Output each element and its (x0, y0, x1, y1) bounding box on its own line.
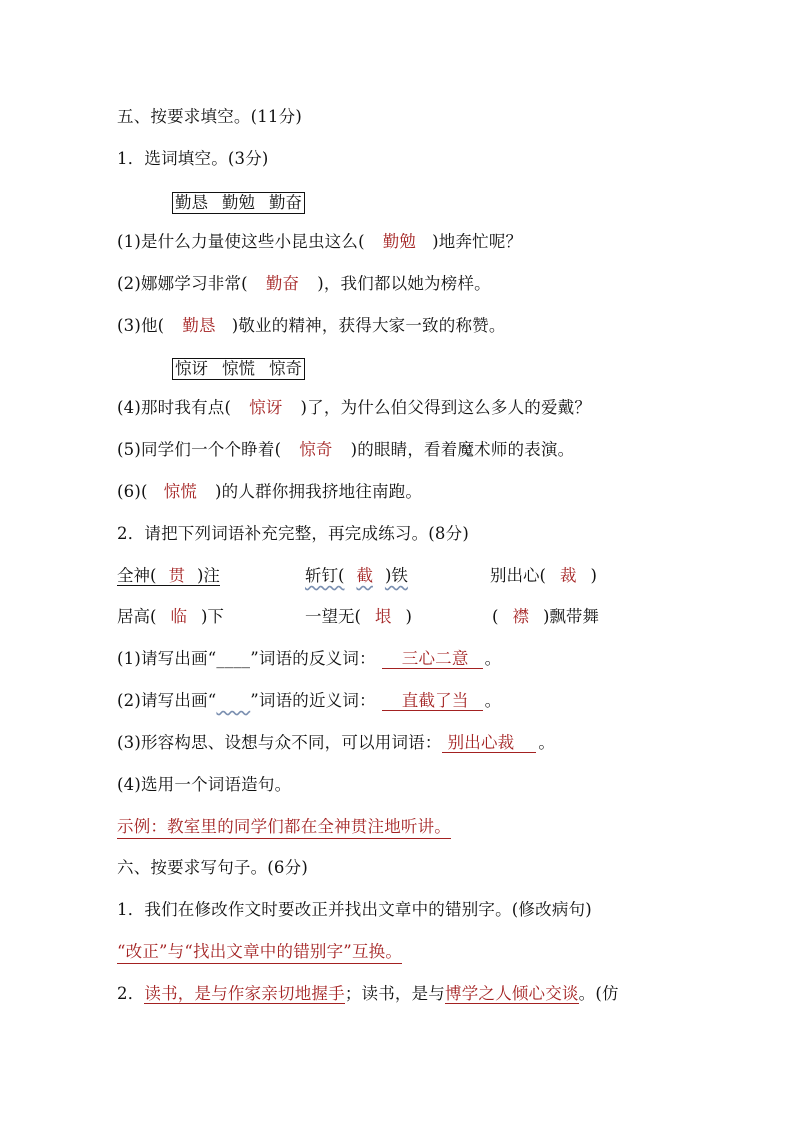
item-text: )敬业的精神，获得大家一致的称赞。 (231, 316, 506, 335)
answer-text: 贯 (168, 566, 185, 585)
q2-sub-2 (117, 690, 501, 712)
idiom-text: ) (405, 607, 412, 626)
item-text: )的人群你拥我挤地往南跑。 (215, 482, 423, 501)
answer-text: 读书，是与作家亲切地握手 (144, 984, 345, 1003)
q2-sub-1 (117, 648, 501, 670)
word-option: 惊讶 (175, 359, 208, 378)
item-text: 。(仿 (578, 984, 619, 1003)
item-text: )的眼睛，看着魔术师的表演。 (350, 440, 575, 459)
idiom-text: )下 (200, 607, 224, 626)
answer-text: 惊慌 (163, 482, 198, 501)
answer-text: 三心二意 (382, 649, 483, 669)
idiom-5 (305, 606, 412, 628)
item-text: 。 (484, 649, 502, 668)
idiom-text: ) (590, 566, 597, 585)
item-text: (2)请写出画“ (117, 691, 217, 710)
answer-text: 临 (170, 607, 187, 626)
item-text: (1)请写出画“ (117, 649, 217, 668)
word-choice-box-2 (172, 358, 305, 380)
item-text: ”词语的反义词： (250, 649, 376, 668)
answer-text: 勤勉 (382, 232, 417, 251)
item-text: 。 (538, 733, 556, 752)
answer-text: 裁 (559, 566, 577, 585)
word-option: 勤勉 (222, 193, 255, 212)
item-text: (3)他( (117, 316, 165, 335)
q1-item-1 (117, 231, 522, 253)
answer-text: 垠 (374, 607, 392, 626)
wavy-mark (216, 691, 250, 710)
q2-sub-3 (117, 732, 555, 754)
idiom-text: 全神( (117, 566, 157, 585)
item-text: ；读书，是与 (344, 984, 446, 1003)
item-text: )，我们都以她为榜样。 (317, 274, 491, 293)
q1-item-2 (117, 273, 491, 295)
idiom-text: )飘带舞 (542, 607, 599, 626)
q2-sub-4: (4)选用一个词语造句。 (117, 775, 292, 794)
word-option: 惊奇 (269, 359, 302, 378)
word-option: 惊慌 (222, 359, 255, 378)
item-text: (4)那时我有点( (117, 398, 232, 417)
answer-text: 勤恳 (182, 316, 216, 335)
section6-title: 六、按要求写句子。(6分) (117, 858, 308, 877)
answer-text: 襟 (512, 607, 529, 626)
idiom-2 (305, 565, 408, 587)
item-text: (6)( (117, 482, 148, 501)
item-text: ”词语的近义词： (250, 691, 376, 710)
word-choice-box-1 (172, 192, 305, 214)
item-text: (3)形容构思、设想与众不同，可以用词语： (117, 733, 442, 752)
answer-text: 截 (356, 566, 373, 585)
q1-item-6 (117, 481, 422, 503)
idiom-1 (117, 565, 220, 587)
section5-title: 五、按要求填空。(11分) (117, 107, 302, 126)
item-text: )了，为什么伯父得到这么多人的爱戴？ (300, 398, 592, 417)
q2-title: 2．请把下列词语补充完整，再完成练习。(8分) (117, 524, 469, 543)
q1-item-3 (117, 315, 506, 337)
item-text: (5)同学们一个个睁着( (117, 440, 282, 459)
answer-text: 勤奋 (265, 274, 300, 293)
q1-item-5 (117, 439, 574, 461)
s6-q1-answer: “改正”与“找出文章中的错别字”互换。 (117, 941, 402, 964)
item-text: 。 (484, 691, 502, 710)
answer-text: 惊奇 (299, 440, 333, 459)
s6-q2-text (117, 983, 619, 1005)
idiom-text: )注 (196, 566, 220, 585)
item-text: 2． (117, 984, 145, 1003)
underline-mark: ____ (216, 649, 251, 668)
example-answer: 示例：教室里的同学们都在全神贯注地听讲。 (117, 816, 451, 839)
item-text: (2)娜娜学习非常( (117, 274, 248, 293)
idiom-text: 一望无( (305, 607, 361, 626)
idiom-text: 别出心( (490, 566, 546, 585)
answer-text: 博学之人倾心交谈 (445, 984, 579, 1003)
item-text: (1)是什么力量使这些小昆虫这么( (117, 232, 365, 251)
idiom-text: 居高( (117, 607, 157, 626)
answer-text: 别出心裁 (442, 733, 537, 753)
idiom-text: ( (492, 607, 499, 626)
word-option: 勤恳 (175, 193, 208, 212)
idiom-4 (117, 606, 224, 628)
idiom-text: )铁 (384, 566, 408, 585)
answer-text: 惊讶 (249, 398, 283, 417)
item-text: )地奔忙呢？ (432, 232, 523, 251)
s6-q1-text: 1．我们在修改作文时要改正并找出文章中的错别字。(修改病句) (117, 900, 592, 919)
q1-item-4 (117, 397, 591, 419)
idiom-6 (492, 606, 599, 628)
idiom-3 (490, 565, 597, 587)
word-option: 勤奋 (269, 193, 302, 212)
q1-title: 1．选词填空。(3分) (117, 149, 269, 168)
answer-text: 直截了当 (382, 691, 483, 711)
idiom-text: 斩钉( (305, 566, 345, 585)
